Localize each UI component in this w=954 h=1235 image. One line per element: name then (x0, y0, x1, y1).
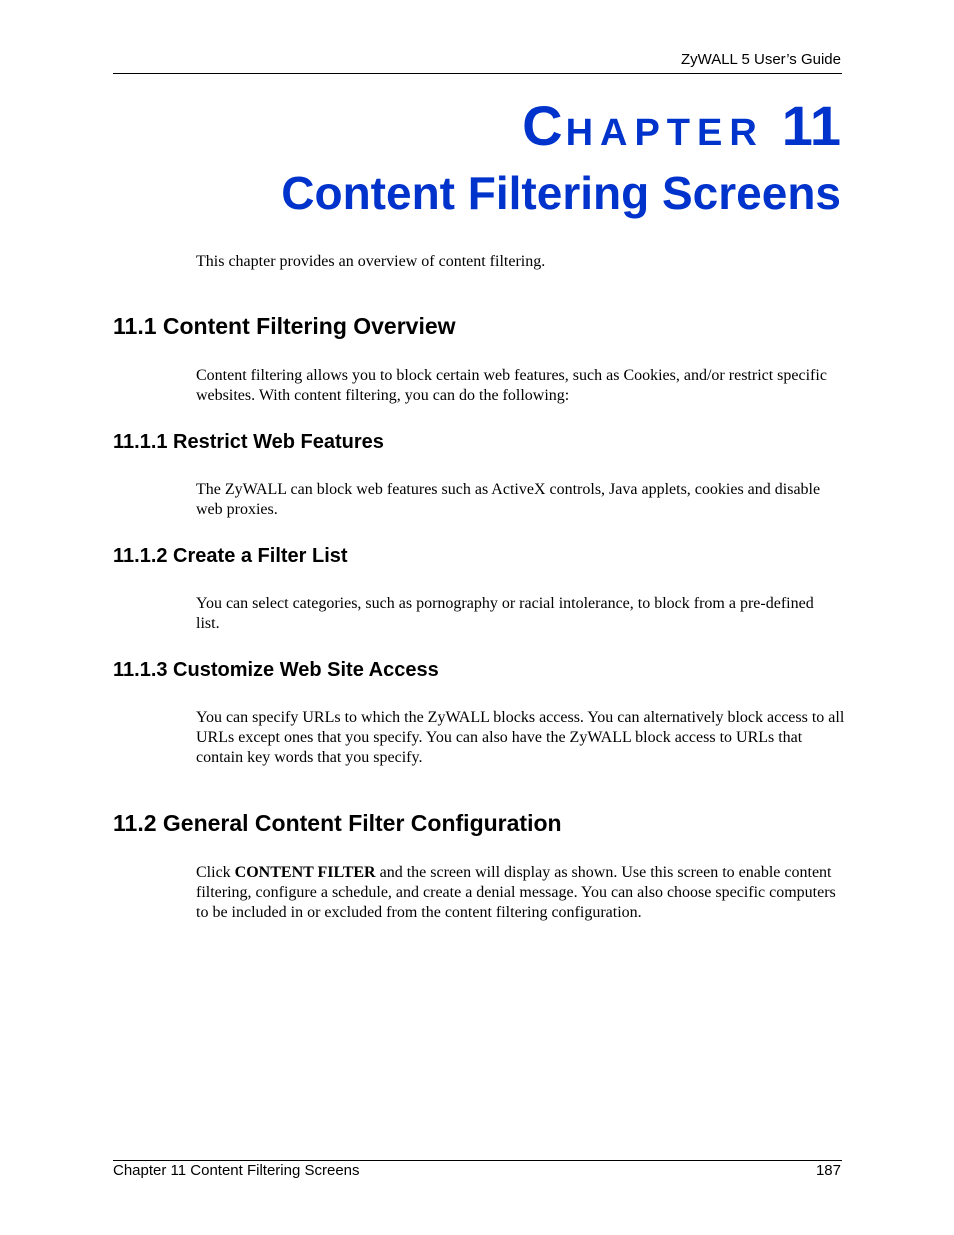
chapter-number: 11 (781, 94, 841, 157)
section-body-11-2 (196, 863, 846, 923)
chapter-first-letter: C (522, 94, 563, 157)
section-heading-11-1-3: 11.1.3 Customize Web Site Access (113, 659, 439, 681)
section-heading-11-1-1: 11.1.1 Restrict Web Features (113, 431, 384, 453)
chapter-label (522, 94, 841, 157)
chapter-word: HAPTER (565, 112, 764, 154)
section-heading-11-1: 11.1 Content Filtering Overview (113, 313, 456, 339)
header-rule (113, 73, 842, 74)
body-text-rest: and the screen will display as shown. Use this screen to enable content filtering, configure a schedule, and create a denial message. You can also choose specific computers to be included in or excluded from the content filtering configuration. (196, 864, 836, 921)
intro-paragraph: This chapter provides an overview of content filtering. (196, 253, 546, 270)
section-body-11-1-1: The ZyWALL can block web features such as ActiveX controls, Java applets, cookies and disable web proxies. (196, 481, 821, 518)
section-body-11-1: Content filtering allows you to block certain web features, such as Cookies, and/or restrict specific websites. With content filtering, you can do the following: (196, 367, 827, 404)
section-heading-11-2: 11.2 General Content Filter Configuration (113, 810, 562, 836)
section-body-11-1-2: You can select categories, such as pornography or racial intolerance, to block from a pre-defined list. (196, 595, 814, 632)
running-header: ZyWALL 5 User’s Guide (680, 51, 841, 68)
page-number: 187 (815, 1162, 841, 1179)
body-text-start: Click (196, 864, 235, 881)
section-body-11-1-3: You can specify URLs to which the ZyWALL blocks access. You can alternatively block access to all URLs except ones that you specify. You can also have the ZyWALL block access to URLs that contain key words that you specify. (196, 709, 845, 766)
section-heading-11-1-2: 11.1.2 Create a Filter List (113, 545, 348, 567)
footer-chapter-title: Chapter 11 Content Filtering Screens (113, 1162, 360, 1179)
footer-rule (113, 1160, 842, 1161)
content-filter-term: CONTENT FILTER (234, 864, 376, 881)
chapter-title: Content Filtering Screens (281, 167, 841, 219)
